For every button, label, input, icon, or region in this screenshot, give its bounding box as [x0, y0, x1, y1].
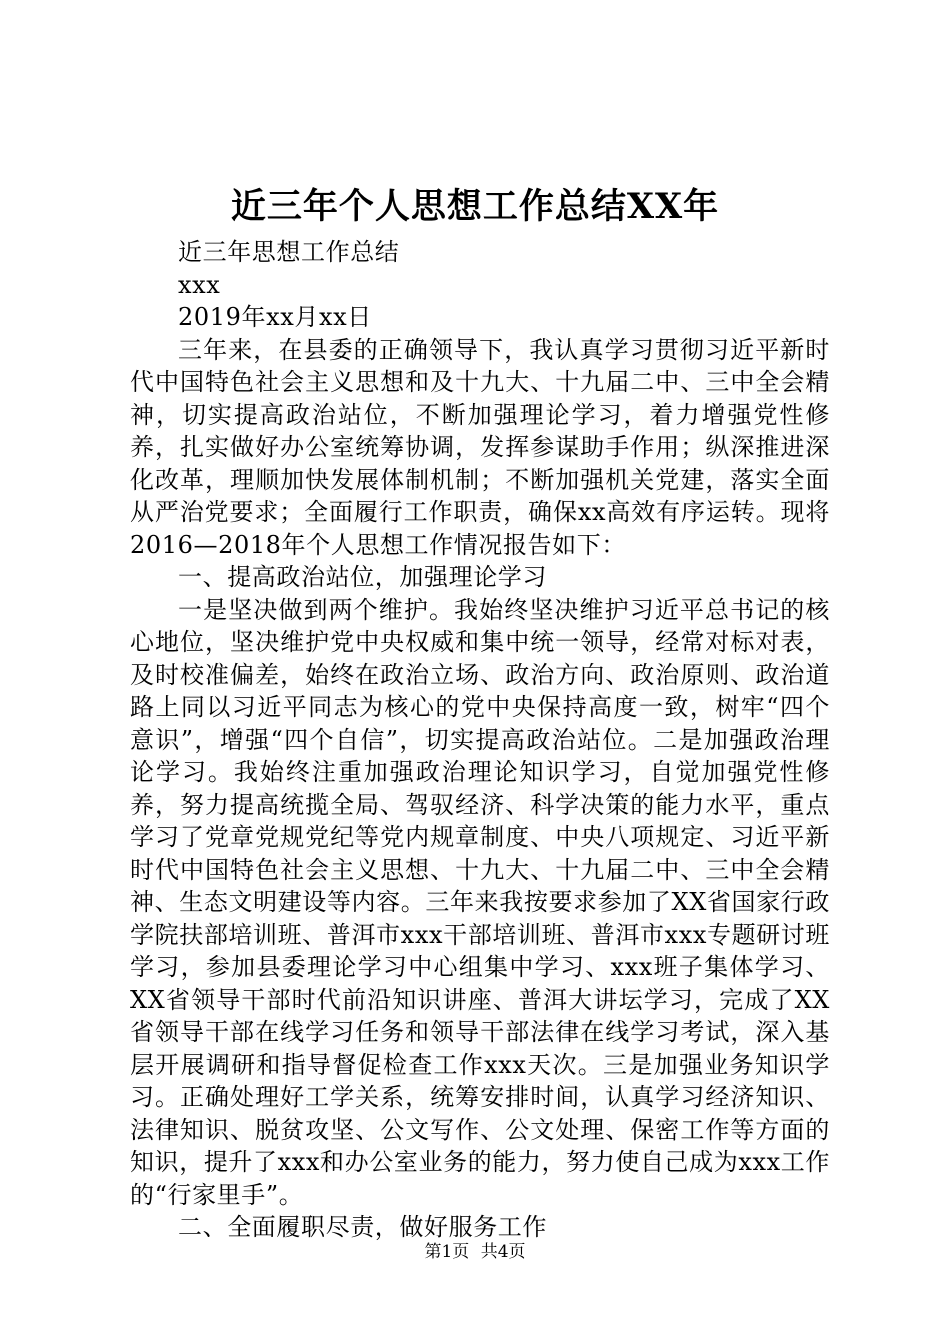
- date-line: 2019年xx月xx日: [178, 303, 372, 331]
- page-number: 第1页: [424, 1242, 470, 1262]
- document-title: 近三年个人思想工作总结XX年: [230, 186, 720, 227]
- section-heading-1: 一、提高政治站位，加强理论学习: [178, 563, 547, 591]
- intro-paragraph: 三年来，在县委的正确领导下，我认真学习贯彻习近平新时代中国特色社会主义思想和及十九大、十九届二中、三中全会精神，切实提高政治站位，不断加强理论学习，着力增强党性修养，扎实做好办公室统筹协调，发挥参谋助手作用；纵深推进深化改革，理顺加快发展体制机制；不断加强机关党建，落实全面从严治党要求；全面履行工作职责，确保xx高效有序运转。现将2016—2018年个人思想工作情况报告如下：: [130, 335, 830, 559]
- subtitle-line: 近三年思想工作总结: [178, 238, 400, 266]
- section-1-paragraph: 一是坚决做到两个维护。我始终坚决维护习近平总书记的核心地位，坚决维护党中央权威和集中统一领导，经常对标对表，及时校准偏差，始终在政治立场、政治方向、政治原则、政治道路上同以习近平同志为核心的党中央保持高度一致，树牢“四个意识”，增强“四个自信”，切实提高政治站位。二是加强政治理论学习。我始终注重加强政治理论知识学习，自觉加强党性修养，努力提高统揽全局、驾驭经济、科学决策的能力水平，重点学习了党章党规党纪等党内规章制度、中央八项规定、习近平新时代中国特色社会主义思想、十九大、十九届二中、三中全会精神、生态文明建设等内容。三年来我按要求参加了XX省国家行政学院扶部培训班、普洱市xxx干部培训班、普洱市xxx专题研讨班学习，参加县委理论学习中心组集中学习、xxx班子集体学习、XX省领导干部时代前沿知识讲座、普洱大讲坛学习，完成了XX省领导干部在线学习任务和领导干部法律在线学习考试，深入基层开展调研和指导督促检查工作xxx天次。三是加强业务知识学习。正确处理好工学关系，统筹安排时间，认真学习经济知识、法律知识、脱贫攻坚、公文写作、公文处理、保密工作等方面的知识，提升了xxx和办公室业务的能力，努力使自己成为xxx工作的“行家里手”。: [130, 595, 830, 1209]
- page-total: 共4页: [480, 1242, 526, 1262]
- document-body: [130, 236, 830, 1244]
- section-heading-2: 二、全面履职尽责，做好服务工作: [178, 1213, 547, 1241]
- author-line: xxx: [178, 270, 221, 299]
- page-footer: [0, 1240, 950, 1264]
